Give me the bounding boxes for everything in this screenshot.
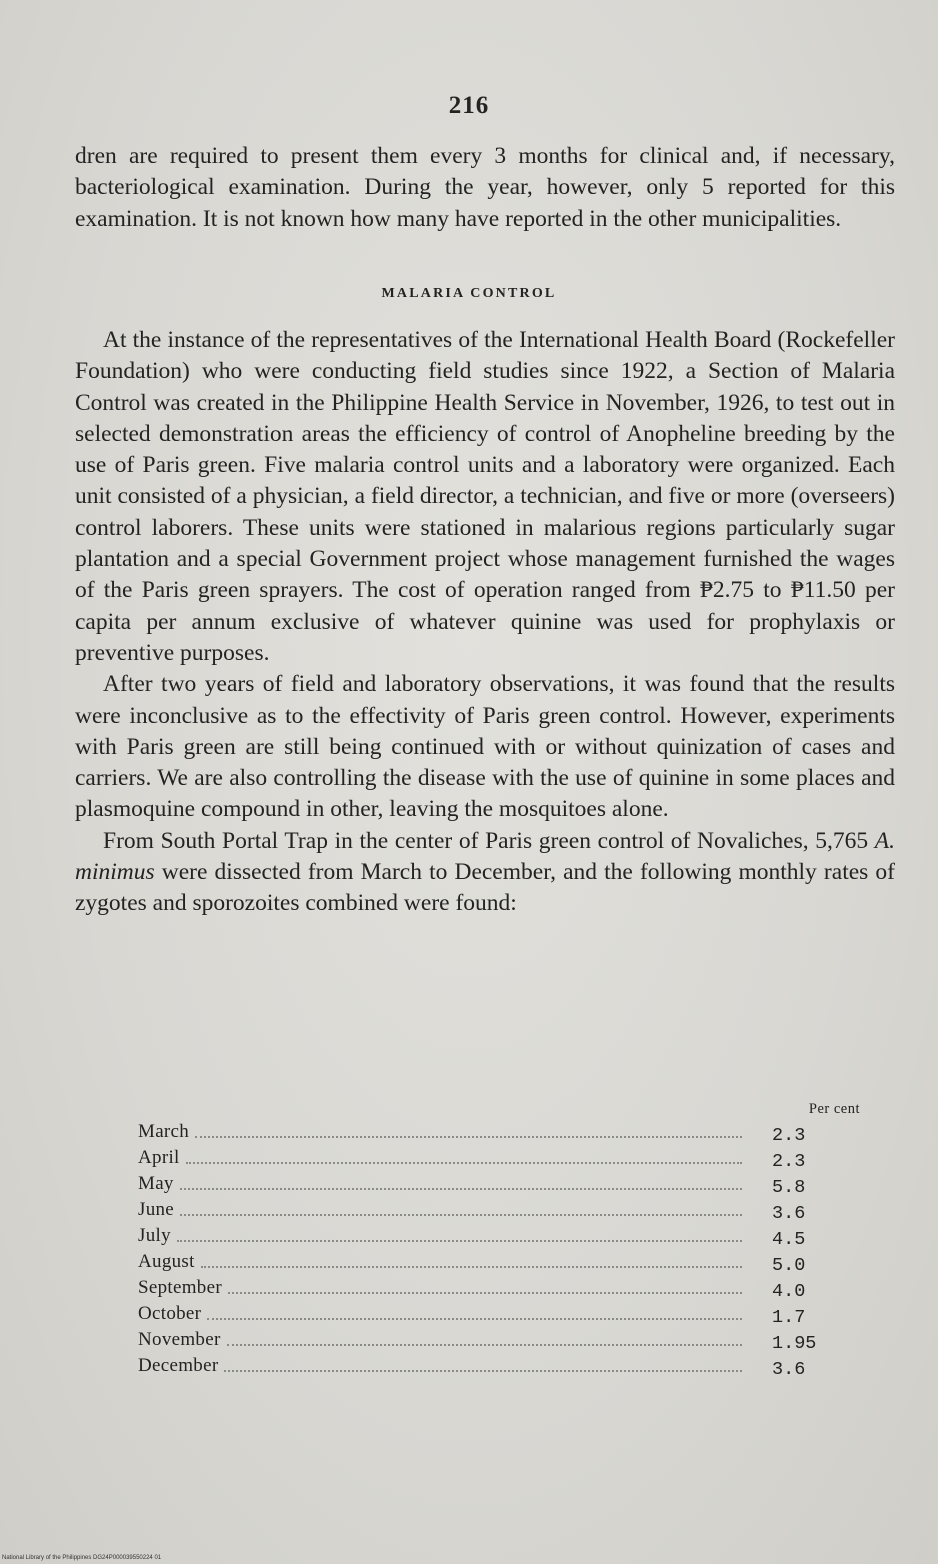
table-row (138, 1327, 860, 1353)
table-row (138, 1171, 860, 1197)
dot-leader (177, 1240, 742, 1242)
table-row (138, 1223, 860, 1249)
dot-leader (201, 1266, 742, 1268)
month-label: September (138, 1277, 222, 1298)
continuation-paragraph (75, 141, 895, 235)
month-label: November (138, 1329, 221, 1350)
table-row (138, 1353, 860, 1379)
percent-value: 4.0 (772, 1280, 806, 1302)
paragraph-2: After two years of field and laboratory observations, it was found that the results were inconclusive as to the effectivity of Paris green control. However, experiments with Paris green are still being continued with or without quinization of cases and carriers. We are also controlling the disease with the use of quinine in some places and plasmoquine compound in other, leaving the mosquitoes alone. (75, 671, 895, 823)
table-rows (138, 1119, 860, 1379)
percent-value: 1.7 (772, 1306, 806, 1328)
paragraph-3 (75, 826, 895, 920)
month-label: July (138, 1225, 171, 1246)
page-number: 216 (448, 92, 490, 119)
month-label: May (138, 1173, 174, 1194)
dot-leader (180, 1214, 742, 1216)
percent-value: 4.5 (772, 1228, 806, 1250)
table-row (138, 1197, 860, 1223)
paragraph-1: At the instance of the representatives of the International Health Board (Rockefeller Foundation) who were conducting field studies since 1922, a Section of Malaria Control was created in the Philippine Health Service in November, 1926, to test out in selected demonstration areas the efficiency of control of Anopheline breeding by the use of Paris green. Five malaria control units and a laboratory were organized. Each unit consisted of a physician, a field director, a technician, and five or more (overseers) control laborers. These units were stationed in malarious regions particularly sugar plantation and a special Government project whose management furnished the wages of the Paris green sprayers. The cost of operation ranged from ₱2.75 to ₱11.50 per capita per annum exclusive of whatever quinine was used for prophylaxis or preventive purposes. (75, 327, 895, 666)
month-label: August (138, 1251, 195, 1272)
table-row (138, 1119, 860, 1145)
table-row (138, 1301, 860, 1327)
month-label: December (138, 1355, 219, 1376)
section-heading: MALARIA CONTROL (381, 286, 557, 301)
percent-value: 3.6 (772, 1358, 806, 1380)
percent-value: 5.8 (772, 1176, 806, 1198)
paragraph-3-lead: From South Portal Trap in the center of Paris green control of Novaliches, 5,765 (103, 827, 875, 854)
table-column-header: Per cent (808, 1101, 860, 1117)
section-body (75, 325, 895, 920)
scan-footer: National Library of the Philippines DG24P000039550224 01 (2, 1555, 162, 1561)
table-row (138, 1145, 860, 1171)
table-row (138, 1275, 860, 1301)
dot-leader (224, 1370, 742, 1372)
dot-leader (227, 1344, 742, 1346)
month-label: March (138, 1121, 190, 1142)
month-label: October (138, 1303, 202, 1324)
percent-value: 2.3 (772, 1124, 806, 1146)
percent-value: 3.6 (772, 1202, 806, 1224)
percent-value: 2.3 (772, 1150, 806, 1172)
dot-leader (195, 1136, 742, 1138)
dot-leader (228, 1292, 742, 1294)
percent-value: 5.0 (772, 1254, 806, 1276)
dot-leader (186, 1162, 742, 1164)
month-label: June (138, 1199, 175, 1220)
month-label: April (138, 1147, 180, 1168)
continuation-text: dren are required to present them every 3 months for clinical and, if necessary, bacteriological examination. During the year, however, only 5 reported for this examination. It is not known how many have reported in the other municipalities. (75, 143, 895, 232)
percent-value: 1.95 (772, 1332, 817, 1354)
species-name: A. minimus (75, 827, 895, 886)
table-row (138, 1249, 860, 1275)
dot-leader (180, 1188, 742, 1190)
paragraph-3-tail: were dissected from March to December, and the following monthly rates of zygotes and sporozoites combined were found: (75, 859, 895, 917)
dot-leader (207, 1318, 742, 1320)
